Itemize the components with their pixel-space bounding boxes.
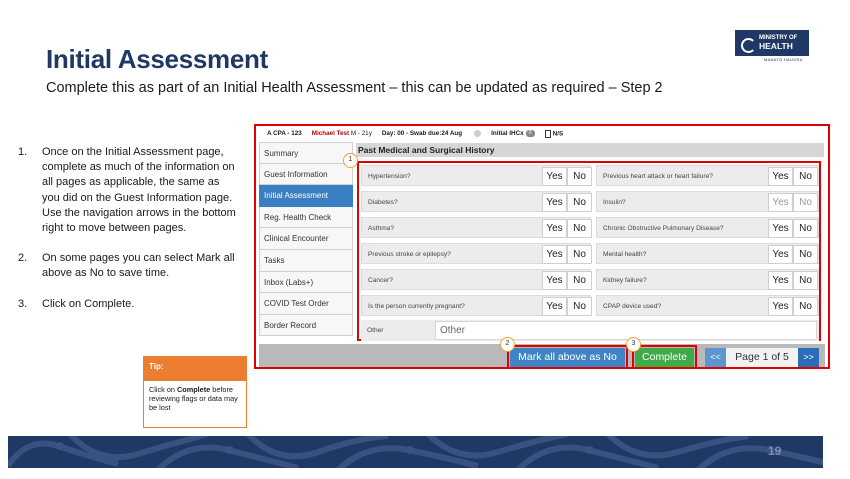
- no-option[interactable]: No: [567, 245, 592, 264]
- mark-all-no-button[interactable]: Mark all above as No: [510, 348, 625, 367]
- question-row: Cancer? Yes No: [361, 269, 591, 290]
- yes-option[interactable]: Yes: [542, 193, 567, 212]
- patient-id: A CPA - 123: [267, 130, 302, 137]
- question-row: Mental health? Yes No: [596, 243, 819, 264]
- yes-option[interactable]: Yes: [542, 245, 567, 264]
- sidebar-item-tasks[interactable]: Tasks: [259, 250, 353, 272]
- question-row: CPAP device used? Yes No: [596, 295, 819, 316]
- sidebar-item-inbox[interactable]: Inbox (Labs+): [259, 272, 353, 294]
- page-indicator: Page 1 of 5: [726, 348, 798, 367]
- no-option[interactable]: No: [793, 271, 818, 290]
- tip-box: [143, 356, 247, 428]
- clipboard-icon[interactable]: [545, 130, 551, 138]
- page-number: 19: [768, 444, 782, 458]
- sidebar-nav: [259, 142, 353, 336]
- sidebar-item-border-record[interactable]: Border Record: [259, 315, 353, 337]
- sidebar-item-reg-health-check[interactable]: Reg. Health Check: [259, 207, 353, 229]
- other-label: Other: [367, 327, 384, 334]
- prev-page-button[interactable]: <<: [705, 348, 726, 367]
- footer-banner: [8, 436, 823, 468]
- page-title: Initial Assessment: [46, 44, 268, 74]
- koru-pattern-icon: [8, 436, 823, 468]
- ministry-logo: [735, 30, 809, 56]
- sidebar-item-covid-test-order[interactable]: COVID Test Order: [259, 293, 353, 315]
- status-dot-icon: [474, 130, 481, 137]
- instruction-list: [18, 145, 238, 327]
- next-page-button[interactable]: >>: [798, 348, 819, 367]
- question-row: Previous stroke or epilepsy? Yes No: [361, 243, 591, 264]
- no-option[interactable]: No: [567, 219, 592, 238]
- yes-option[interactable]: Yes: [768, 219, 793, 238]
- ihcx-badge: 0: [526, 130, 535, 137]
- yes-option[interactable]: Yes: [768, 245, 793, 264]
- no-option[interactable]: No: [567, 297, 592, 316]
- ihcx-label: Initial IHCx: [491, 130, 524, 138]
- yes-option[interactable]: Yes: [542, 219, 567, 238]
- question-row: Chronic Obstructive Pulmonary Disease? Yes No: [596, 217, 819, 238]
- question-row: Hypertension? Yes No: [361, 165, 591, 186]
- ns-label: N/S: [552, 130, 564, 138]
- callout-marker: 1: [343, 153, 358, 168]
- page-subtitle: Complete this as part of an Initial Health Assessment – this can be updated as required – Step 2: [46, 80, 663, 96]
- yes-option[interactable]: Yes: [542, 271, 567, 290]
- callout-marker: 2: [500, 337, 515, 352]
- yes-option[interactable]: Yes: [542, 167, 567, 186]
- no-option[interactable]: No: [793, 193, 818, 212]
- question-row: Previous heart attack or heart failure? Yes No: [596, 165, 819, 186]
- logo-subtext: MANATŪ HAUORA: [764, 57, 803, 62]
- swab-due: Day: 00 - Swab due:24 Aug: [381, 130, 463, 137]
- tip-body: Click on Complete before reviewing flags or data may be lost: [149, 385, 238, 412]
- yes-option[interactable]: Yes: [768, 193, 793, 212]
- instruction-step: 1. Once on the Initial Assessment page, complete as much of the information on all pages as applicable, the same as you did on the Guest Information page. Use the navigation arrows in the bottom right to move between pages.: [18, 146, 236, 235]
- no-option[interactable]: No: [567, 193, 592, 212]
- instruction-step: 3. Click on Complete.: [18, 297, 135, 310]
- pagination: [705, 347, 819, 368]
- koru-icon: [739, 35, 755, 51]
- question-row: Insulin? Yes No: [596, 191, 819, 212]
- no-option[interactable]: No: [793, 167, 818, 186]
- callout-marker: 3: [626, 337, 641, 352]
- yes-option[interactable]: Yes: [768, 297, 793, 316]
- logo-text: MINISTRY OF HEALTH: [759, 35, 798, 51]
- patient-banner: [256, 126, 828, 141]
- history-question-grid: [357, 161, 821, 341]
- no-option[interactable]: No: [567, 167, 592, 186]
- instruction-step: 2. On some pages you can select Mark all above as No to save time.: [18, 252, 235, 280]
- sidebar-item-guest-information[interactable]: Guest Information: [259, 164, 353, 186]
- sidebar-item-summary[interactable]: Summary: [259, 142, 353, 164]
- question-row: Diabetes? Yes No: [361, 191, 591, 212]
- other-row: [361, 320, 819, 341]
- other-input[interactable]: Other: [435, 321, 817, 340]
- yes-option[interactable]: Yes: [768, 271, 793, 290]
- no-option[interactable]: No: [567, 271, 592, 290]
- sidebar-item-clinical-encounter[interactable]: Clinical Encounter: [259, 228, 353, 250]
- no-option[interactable]: No: [793, 219, 818, 238]
- app-screenshot: [254, 124, 830, 369]
- yes-option[interactable]: Yes: [542, 297, 567, 316]
- section-header: Past Medical and Surgical History: [356, 143, 824, 157]
- patient-name: Michael Test: [311, 130, 350, 137]
- patient-info: M - 21y: [350, 130, 372, 137]
- yes-option[interactable]: Yes: [768, 167, 793, 186]
- question-row: Is the person currently pregnant? Yes No: [361, 295, 591, 316]
- no-option[interactable]: No: [793, 297, 818, 316]
- question-row: Asthma? Yes No: [361, 217, 591, 238]
- tip-heading: Tip:: [144, 357, 246, 381]
- no-option[interactable]: No: [793, 245, 818, 264]
- question-row: Kidney failure? Yes No: [596, 269, 819, 290]
- complete-button[interactable]: Complete: [635, 348, 694, 367]
- sidebar-item-initial-assessment[interactable]: Initial Assessment: [259, 185, 353, 207]
